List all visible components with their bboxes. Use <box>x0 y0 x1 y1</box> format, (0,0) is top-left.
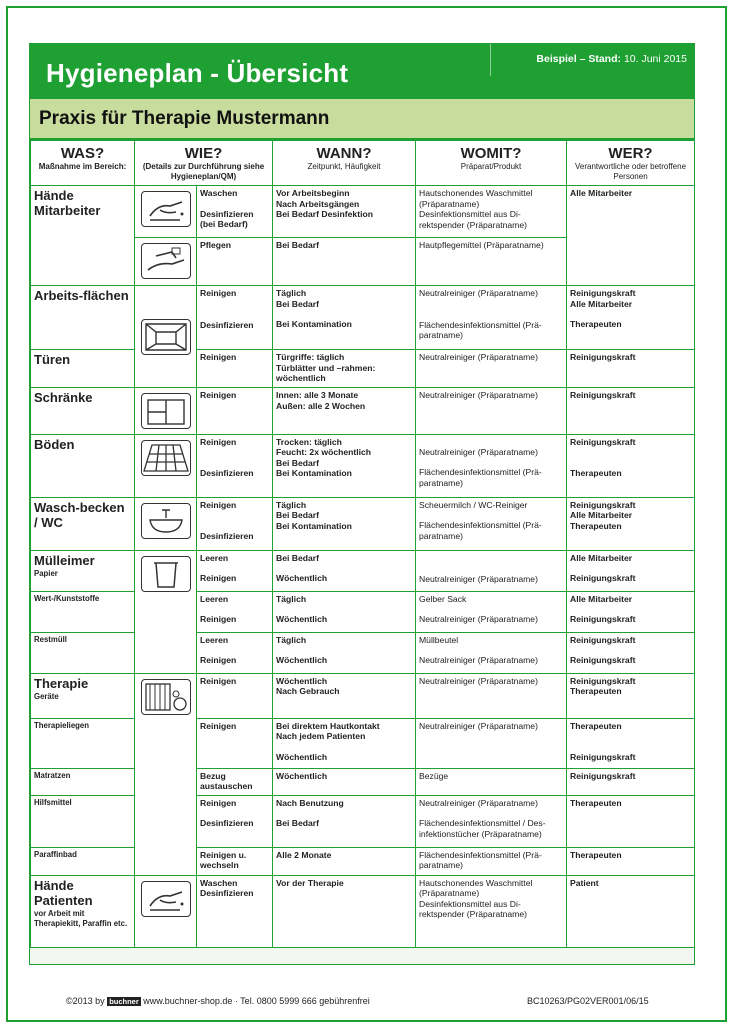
col-wie: WIE? (Details zur Durchführung siehe Hygieneplan/QM) <box>135 141 273 186</box>
table-row: Wert-/Kunststoffe Leeren Reinigen Täglich Wöchentlich Gelber Sack Neutralreiniger (Präparatname) Alle Mitarbeiter Reinigungskraft <box>31 591 695 632</box>
table-row: Hilfsmittel Reinigen Desinfizieren Nach Benutzung Bei Bedarf Neutralreiniger (Präparatname) Flächendesinfektionsmittel / Des-infektionstücher (Präparatname) Therapeuten <box>31 795 695 847</box>
floor-tiles-icon <box>141 440 191 476</box>
table-row: Hände Patienten vor Arbeit mit Therapiekitt, Paraffin etc. Waschen Desinfizieren Vor der Therapie Hautschonendes Waschmittel (Präparatname) Desinfektionsmittel aus Di-rektspender (Präparatname) Patient <box>31 875 695 947</box>
cabinet-icon <box>141 393 191 429</box>
practice-title <box>30 99 694 140</box>
table-row: Wasch-becken / WC Reinigen Desinfizieren Täglich Bei Bedarf Bei Kontamination Scheuermilch / WC-Reiniger Flächendesinfektionsmittel (Prä-paratname) Reinigungskraft Alle Mitarbeiter Therapeuten <box>31 497 695 550</box>
table-row: Mülleimer Papier Leeren Reinigen Bei Bedarf Wöchentlich Neutralreiniger (Präparatname) Alle Mitarbeiter Reinigungskraft <box>31 550 695 591</box>
practice-name: Praxis für Therapie Mustermann <box>39 108 330 129</box>
hand-washing-icon <box>141 191 191 227</box>
table-row: Paraffinbad Reinigen u. wechseln Alle 2 Monate Flächendesinfektionsmittel (Prä-paratname) Therapeuten <box>31 847 695 875</box>
col-was: WAS? Maßnahme im Bereich: <box>31 141 135 186</box>
example-label: Beispiel – Stand: <box>536 53 622 65</box>
therapy-equipment-icon <box>141 679 191 715</box>
table-row: Therapieliegen Reinigen Bei direktem Hautkontakt Nach jedem Patienten Wöchentlich Neutralreiniger (Präparatname) Therapeuten Reinigungskraft <box>31 718 695 768</box>
table-row: Türen Reinigen Türgriffe: täglich Türblätter und –rahmen: wöchentlich Neutralreiniger (Präparatname) Reinigungskraft <box>31 350 695 388</box>
waste-bin-icon <box>141 556 191 592</box>
table-row: Therapie Geräte Reinigen Wöchentlich Nach Gebrauch Neutralreiniger (Präparatname) Reinigungskraft Therapeuten <box>31 673 695 718</box>
hand-care-icon <box>141 243 191 279</box>
brand-logo: buchner <box>109 997 139 1006</box>
table-row: Böden Reinigen Desinfizieren Trocken: täglich Feucht: 2x wöchentlich Bei Bedarf Bei Kontamination Neutralreiniger (Präparatname) Flächendesinfektionsmittel (Prä-paratname) Reinigungskraft Therapeuten <box>31 434 695 497</box>
room-icon <box>141 319 191 355</box>
table-row: Schränke Reinigen Innen: alle 3 Monate Außen: alle 2 Wochen Neutralreiniger (Präparatname) Reinigungskraft <box>31 388 695 435</box>
table-row: Arbeits-flächen Reinigen Desinfizieren Täglich Bei Bedarf Bei Kontamination Neutralreiniger (Präparatname) Flächendesinfektionsmittel (Prä-paratname) Reinigungskraft Alle Mitarbeiter Therapeuten <box>31 286 695 350</box>
table-row: Matratzen Bezug austauschen Wöchentlich Bezüge Reinigungskraft <box>31 768 695 795</box>
contact-link[interactable]: www.buchner-shop.de · Tel. 0800 5999 666 gebührenfrei <box>143 996 370 1006</box>
table-header-row <box>31 141 695 186</box>
page-title: Hygieneplan - Übersicht <box>46 58 349 88</box>
col-wer: WER? Verantwortliche oder betroffene Personen <box>567 141 695 186</box>
table-row: Restmüll Leeren Reinigen Täglich Wöchentlich Müllbeutel Neutralreiniger (Präparatname) Reinigungskraft Reinigungskraft <box>31 632 695 673</box>
copyright: ©2013 by <box>66 996 105 1006</box>
date-value: 10. Juni 2015 <box>623 53 687 65</box>
washbasin-icon <box>141 503 191 539</box>
hygiene-plan-sheet <box>29 43 695 965</box>
footer-left <box>66 996 370 1006</box>
col-wann: WANN? Zeitpunkt, Häufigkeit <box>273 141 416 186</box>
col-womit: WOMIT? Präparat/Produkt <box>416 141 567 186</box>
patient-hand-washing-icon <box>141 881 191 917</box>
status-date <box>536 53 687 65</box>
document-code: BC10263/PG02VER001/06/15 <box>527 996 649 1006</box>
hygiene-table <box>30 140 695 948</box>
table-row: Pflegen Bei Bedarf Hautpflegemittel (Präparatname) <box>31 238 695 286</box>
title-bar <box>30 44 694 99</box>
table-row: Hände Mitarbeiter Waschen Desinfizieren (bei Bedarf) Vor Arbeitsbeginn Nach Arbeitsgängen Bei Bedarf Desinfektion Hautschonendes Waschmittel (Präparatname) Desinfektionsmittel aus Di-rektspender (Präparatname) Alle Mitarbeiter <box>31 186 695 238</box>
